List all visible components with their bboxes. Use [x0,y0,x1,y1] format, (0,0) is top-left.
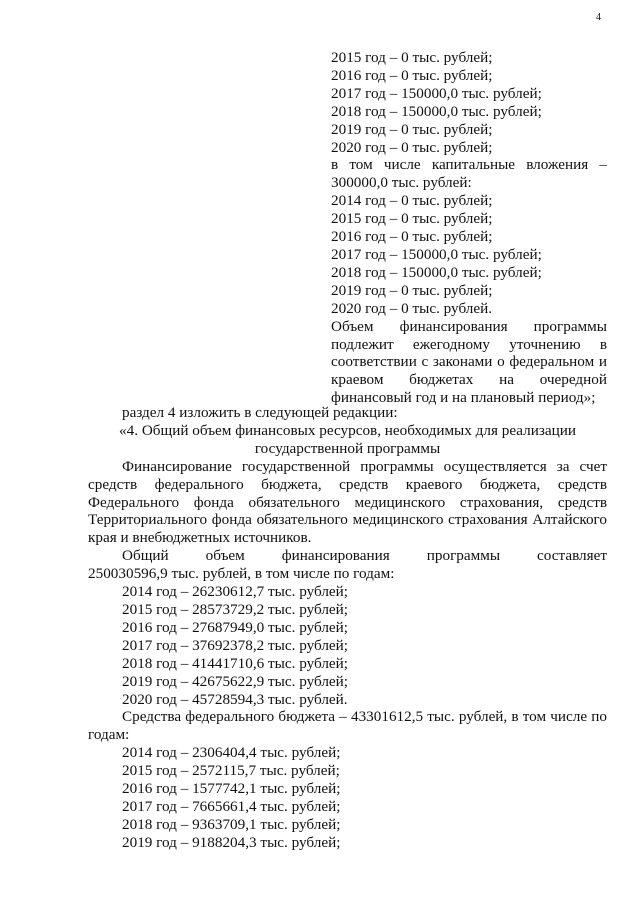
page-number: 4 [596,12,601,23]
main-text [88,404,607,852]
total-year-line: 2016 год – 27687949,0 тыс. рублей; [122,618,349,636]
total-financing-line: Общий объем финансирования программы составляет [122,547,607,565]
total-year-line: 2020 год – 45728594,3 тыс. рублей. [122,690,348,708]
clarification-text: Объем финансирования программы подлежит ежегодному уточнению в соответствии с законами о федеральном и краевом бюджетах на очередной финансовый год и на плановый период»; [331,317,607,407]
year-line: 2014 год – 0 тыс. рублей; [331,192,493,210]
financing-right-block [331,49,607,407]
year-line: 2019 год – 0 тыс. рублей; [331,120,493,138]
year-line: 2017 год – 150000,0 тыс. рублей; [331,245,542,263]
section-instruction: раздел 4 изложить в следующей редакции: [122,404,398,421]
year-line: 2018 год – 150000,0 тыс. рублей; [331,263,542,281]
year-line: 2015 год – 0 тыс. рублей; [331,210,493,228]
total-year-line: 2019 год – 42675622,9 тыс. рублей; [122,672,349,690]
federal-year-line: 2018 год – 9363709,1 тыс. рублей; [122,815,341,833]
federal-year-line: 2019 год – 9188204,3 тыс. рублей; [122,833,341,851]
total-year-line: 2017 год – 37692378,2 тыс. рублей; [122,636,349,654]
total-financing-amount: 250030596,9 тыс. рублей, в том числе по годам: [88,565,395,583]
federal-year-line: 2016 год – 1577742,1 тыс. рублей; [122,780,341,798]
year-line: 2018 год – 150000,0 тыс. рублей; [331,102,542,120]
year-line: 2020 год – 0 тыс. рублей; [331,138,493,156]
federal-year-line: 2017 год – 7665661,4 тыс. рублей; [122,797,341,815]
year-line: 2015 год – 0 тыс. рублей; [331,49,493,66]
capital-investments-text: в том числе капитальные вложения – 300000,0 тыс. рублей: [331,156,607,192]
year-line: 2017 год – 150000,0 тыс. рублей; [331,84,542,102]
federal-year-line: 2015 год – 2572115,7 тыс. рублей; [122,762,340,780]
total-year-line: 2014 год – 26230612,7 тыс. рублей; [122,583,349,601]
year-line: 2016 год – 0 тыс. рублей; [331,228,493,246]
year-line: 2016 год – 0 тыс. рублей; [331,66,493,84]
federal-budget-paragraph: Средства федерального бюджета – 43301612,5 тыс. рублей, в том числе по годам: [88,708,607,744]
financing-paragraph: Финансирование государственной программы осуществляется за счет средств федерального бюджета, средств краевого бюджета, средств Федерального фонда обязательного медицинского страхования, средств Территориального фонда обязательного медицинского страхования Алтайского края и внебюджетных источников. [88,457,607,547]
federal-year-line: 2014 год – 2306404,4 тыс. рублей; [122,744,341,762]
year-line: 2020 год – 0 тыс. рублей. [331,299,493,317]
total-year-line: 2015 год – 28573729,2 тыс. рублей; [122,600,349,618]
year-line: 2019 год – 0 тыс. рублей; [331,281,493,299]
total-year-line: 2018 год – 41441710,6 тыс. рублей; [122,654,349,672]
section-title: «4. Общий объем финансовых ресурсов, необходимых для реализации государственной программы [119,421,576,457]
